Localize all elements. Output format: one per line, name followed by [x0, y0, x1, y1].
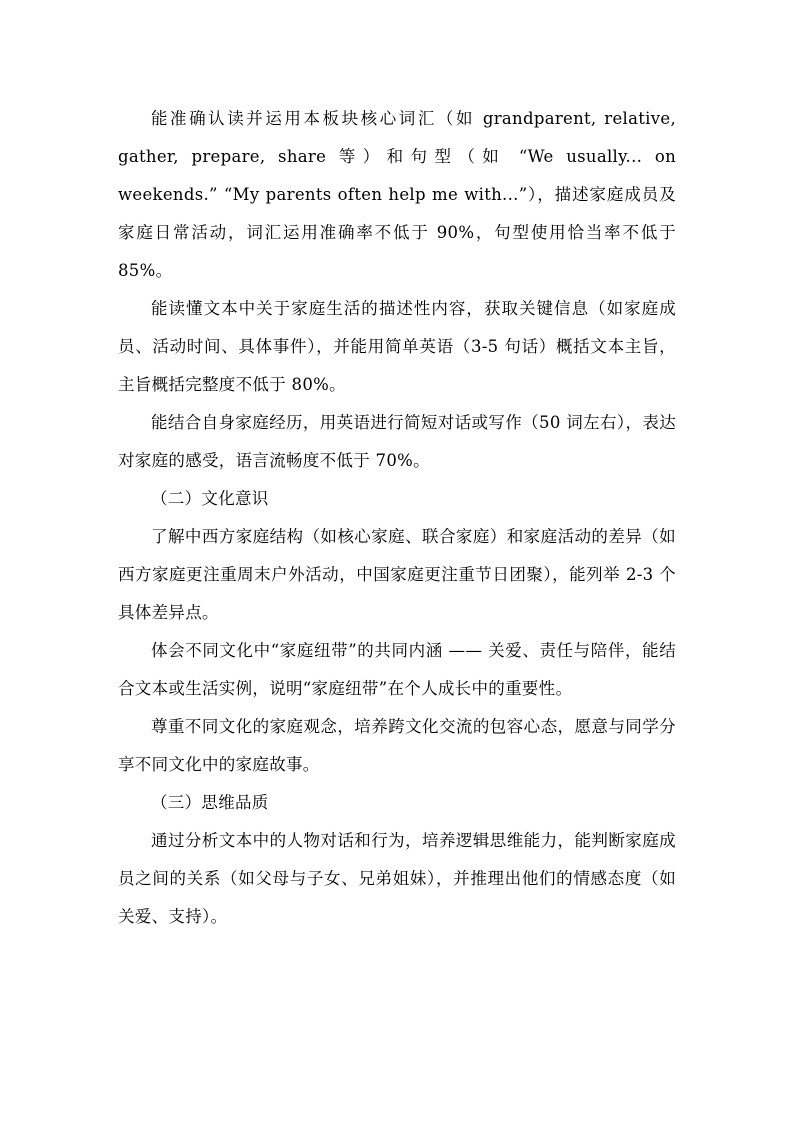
section-heading-thinking-quality: （三）思维品质	[151, 793, 269, 812]
paragraph-family-structure: 了解中西方家庭结构（如核心家庭、联合家庭）和家庭活动的差异（如西方家庭更注重周末户外活动，中国家庭更注重节日团聚），能列举 2-3 个具体差异点。	[118, 527, 676, 622]
paragraph-logical-thinking: 通过分析文本中的人物对话和行为，培养逻辑思维能力，能判断家庭成员之间的关系（如父母与子女、兄弟姐妹），并推理出他们的情感态度（如关爱、支持）。	[118, 831, 676, 926]
section-heading-cultural-awareness: （二）文化意识	[151, 489, 269, 508]
paragraph-writing-goal: 能结合自身家庭经历，用英语进行简短对话或写作（50 词左右），表达对家庭的感受，语言流畅度不低于 70%。	[118, 413, 676, 470]
paragraph-reading-goal: 能读懂文本中关于家庭生活的描述性内容，获取关键信息（如家庭成员、活动时间、具体事件），并能用简单英语（3-5 句话）概括文本主旨，主旨概括完整度不低于 80%。	[118, 299, 676, 394]
paragraph-family-bond: 体会不同文化中“家庭纽带”的共同内涵 —— 关爱、责任与陪伴，能结合文本或生活实例，说明“家庭纽带”在个人成长中的重要性。	[118, 641, 676, 698]
paragraph-respect-cultures: 尊重不同文化的家庭观念，培养跨文化交流的包容心态，愿意与同学分享不同文化中的家庭故事。	[118, 717, 676, 774]
document-body	[118, 100, 676, 936]
paragraph-vocabulary-goal: 能准确认读并运用本板块核心词汇（如 grandparent, relative, gather, prepare, share 等）和句型（如 “We usually... on weekends.” “My parents often help me with...”），描述家庭成员及家庭日常活动，词汇运用准确率不低于 90%，句型使用恰当率不低于 85%。	[118, 109, 676, 280]
